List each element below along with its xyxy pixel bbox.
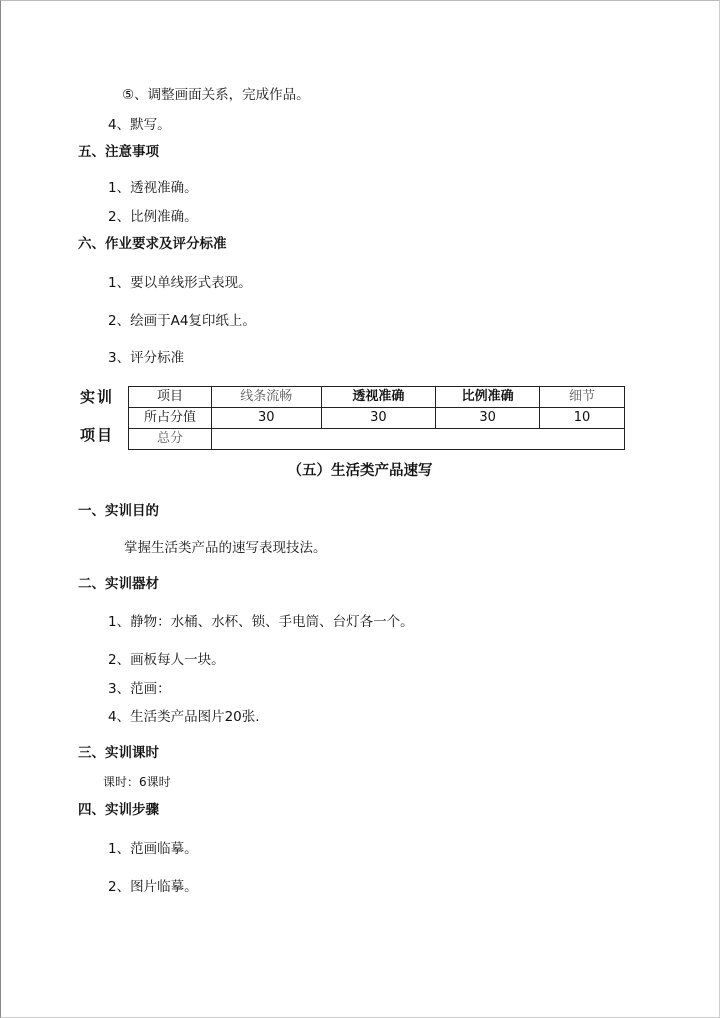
header-cell: 透视准确 [321, 387, 436, 408]
total-value-cell [211, 429, 624, 450]
part2-heading-2: 二、实训器材 [78, 576, 159, 592]
note-2-text: 2、比例准确。 [108, 209, 198, 225]
equipment-2-text: 2、画板每人一块。 [108, 652, 225, 668]
part2-heading-1: 一、实训目的 [78, 503, 159, 519]
step-1-text: 1、范画临摹。 [108, 841, 198, 857]
requirement-2-text: 2、绘画于A4复印纸上。 [108, 313, 256, 329]
table-row [129, 387, 625, 408]
section-5-heading: 五、注意事项 [78, 144, 159, 160]
side-label-bottom: 项目 [80, 426, 115, 444]
part2-heading-3: 三、实训课时 [78, 745, 159, 761]
side-label-top: 实训 [80, 388, 115, 406]
score-table [128, 386, 625, 450]
row-label-cell: 所占分值 [129, 408, 212, 429]
equipment-1-text: 1、静物：水桶、水杯、锁、手电筒、台灯各一个。 [108, 614, 414, 630]
table-row [129, 408, 625, 429]
header-cell: 比例准确 [436, 387, 540, 408]
section-title: （五）生活类产品速写 [287, 463, 433, 479]
step-2-text: 2、图片临摹。 [108, 879, 198, 895]
table-row [129, 429, 625, 450]
value-cell: 10 [539, 408, 624, 429]
header-cell: 细节 [539, 387, 624, 408]
header-cell: 线条流畅 [211, 387, 321, 408]
item-4-text: 4、默写。 [108, 117, 171, 133]
equipment-4-text: 4、生活类产品图片20张. [108, 709, 260, 725]
note-1-text: 1、透视准确。 [108, 180, 198, 196]
part2-heading-4: 四、实训步骤 [78, 802, 159, 818]
value-cell: 30 [436, 408, 540, 429]
goal-text: 掌握生活类产品的速写表现技法。 [124, 540, 327, 556]
hours-text: 课时：6课时 [103, 775, 171, 789]
header-cell: 项目 [129, 387, 212, 408]
value-cell: 30 [321, 408, 436, 429]
equipment-3-text: 3、范画： [108, 681, 171, 697]
section-6-heading: 六、作业要求及评分标准 [78, 236, 227, 252]
total-label-cell: 总分 [129, 429, 212, 450]
requirement-3-text: 3、评分标准 [108, 350, 185, 366]
requirement-1-text: 1、要以单线形式表现。 [108, 275, 252, 291]
step-5-text: ⑤、调整画面关系，完成作品。 [122, 87, 310, 103]
value-cell: 30 [211, 408, 321, 429]
